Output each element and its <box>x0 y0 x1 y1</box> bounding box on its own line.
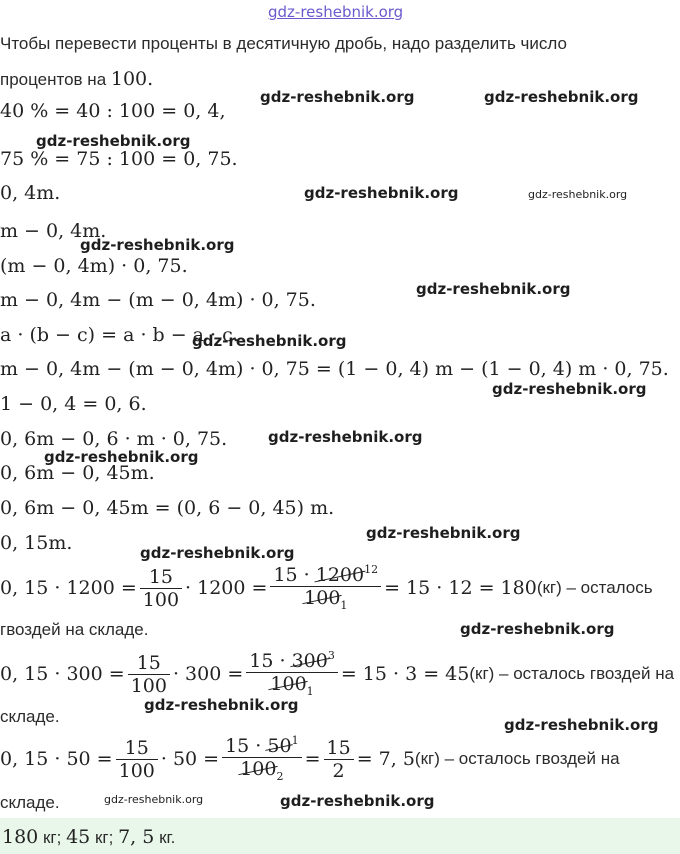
math-line-5: (m − 0, 4m) · 0, 75. <box>0 255 188 277</box>
watermark: gdz-reshebnik.org <box>260 88 415 106</box>
math-line-4: m − 0, 4m. <box>0 220 107 242</box>
math-line-3: 0, 4m. <box>0 182 61 204</box>
calc-1-num-factor: 15 · <box>273 564 316 586</box>
calc-3-row <box>0 734 620 784</box>
calc-2-reduced-numerator <box>246 645 338 673</box>
math-line-6: m − 0, 4m − (m − 0, 4m) · 0, 75. <box>0 289 316 311</box>
intro-line-1: Чтобы перевести проценты в десятичную дробь, надо разделить число <box>0 34 567 53</box>
calc-1-struck-den: 100 <box>304 587 341 609</box>
calc-3-simple-numerator: 15 <box>324 737 354 760</box>
intro-line-2 <box>0 68 153 90</box>
watermark: gdz-reshebnik.org <box>268 428 423 446</box>
watermark: gdz-reshebnik.org <box>460 620 615 638</box>
calc-2-den-sub: 1 <box>306 685 314 698</box>
watermark: gdz-reshebnik.org <box>144 696 299 714</box>
calc-1-numerator: 15 <box>140 566 182 589</box>
watermark: gdz-reshebnik.org <box>416 280 571 298</box>
watermark: gdz-reshebnik.org <box>192 332 347 350</box>
math-line-10: 0, 6m − 0, 6 · m · 0, 75. <box>0 428 228 450</box>
watermark-small: gdz-reshebnik.org <box>528 188 628 201</box>
watermark: gdz-reshebnik.org <box>80 236 235 254</box>
answer-value-3: 7, 5 <box>118 826 155 848</box>
math-line-12: 0, 6m − 0, 45m = (0, 6 − 0, 45) m. <box>0 497 335 519</box>
watermark: gdz-reshebnik.org <box>492 380 647 398</box>
calc-1-fraction <box>140 566 182 611</box>
answer-unit-2: кг; <box>90 828 119 847</box>
calc-2-struck-den: 100 <box>270 673 307 695</box>
intro-line-2-text: процентов на <box>0 70 111 89</box>
calc-3-reduced-numerator <box>222 730 301 758</box>
calc-3-fraction <box>116 737 158 782</box>
calc-3-simple-denominator: 2 <box>332 759 345 782</box>
answer-line <box>2 826 175 848</box>
calc-3-eq: = <box>304 748 321 770</box>
calc-3-rhs: = 7, 5 <box>356 748 415 770</box>
calc-1-mid: · 1200 = <box>185 577 268 599</box>
calc-1-lhs: 0, 15 · 1200 = <box>0 577 137 599</box>
math-line-8: m − 0, 4m − (m − 0, 4m) · 0, 75 = (1 − 0, 4) m − (1 − 0, 4) m · 0, 75. <box>0 358 669 380</box>
watermark: gdz-reshebnik.org <box>36 132 191 150</box>
watermark: gdz-reshebnik.org <box>304 184 459 202</box>
calc-1-reduced-numerator <box>270 559 381 587</box>
calc-1-reduced-denominator <box>270 587 381 617</box>
calc-3-denominator: 100 <box>118 759 155 782</box>
answer-value-1: 180 <box>2 826 39 848</box>
calc-3-simple-fraction <box>324 737 354 782</box>
calc-1-row <box>0 563 653 613</box>
math-line-11: 0, 6m − 0, 45m. <box>0 462 155 484</box>
calc-2-num-factor: 15 · <box>249 650 292 672</box>
calc-2-lhs: 0, 15 · 300 = <box>0 663 125 685</box>
math-line-2: 75 % = 75 : 100 = 0, 75. <box>0 148 238 170</box>
site-header-link[interactable]: gdz-reshebnik.org <box>268 3 404 21</box>
calc-3-struck-number: 50 <box>267 735 292 757</box>
intro-line-2-number: 100. <box>110 68 154 90</box>
calc-3-num-factor: 15 · <box>225 735 268 757</box>
calc-2-numerator: 15 <box>128 652 170 675</box>
calc-1-rhs: = 15 · 12 = 180 <box>384 577 537 599</box>
watermark: gdz-reshebnik.org <box>44 448 199 466</box>
calc-2-continuation: складе. <box>0 707 60 726</box>
calc-1-reduced-fraction <box>270 559 381 617</box>
math-line-9: 1 − 0, 4 = 0, 6. <box>0 393 147 415</box>
calc-3-den-sub: 2 <box>276 770 284 783</box>
calc-1-den-sub: 1 <box>340 599 348 612</box>
answer-value-2: 45 <box>66 826 91 848</box>
math-line-7: a · (b − c) = a · b − a · c. <box>0 324 239 346</box>
calc-2-row <box>0 649 674 699</box>
watermark: gdz-reshebnik.org <box>504 716 659 734</box>
calc-3-num-sup: 1 <box>291 734 299 747</box>
calc-3-continuation: складе. <box>0 793 60 812</box>
calc-1-unit: (кг) – осталось <box>536 578 653 597</box>
watermark-small: gdz-reshebnik.org <box>104 793 204 806</box>
calc-1-num-sup: 12 <box>364 563 379 576</box>
answer-box <box>0 818 680 854</box>
watermark: gdz-reshebnik.org <box>366 524 521 542</box>
calc-3-unit: (кг) – осталось гвоздей на <box>414 749 620 768</box>
calc-2-struck-number: 300 <box>291 650 328 672</box>
math-line-13: 0, 15m. <box>0 532 73 554</box>
calc-2-fraction <box>128 652 170 697</box>
calc-3-reduced-denominator <box>222 758 301 788</box>
watermark: gdz-reshebnik.org <box>140 544 295 562</box>
answer-unit-3: кг. <box>154 828 176 847</box>
calc-2-rhs: = 15 · 3 = 45 <box>340 663 470 685</box>
calc-1-continuation: гвоздей на складе. <box>0 620 149 639</box>
answer-unit-1: кг; <box>38 828 67 847</box>
watermark: gdz-reshebnik.org <box>484 88 639 106</box>
calc-1-denominator: 100 <box>142 588 180 611</box>
calc-3-struck-den: 100 <box>240 758 277 780</box>
calc-3-lhs: 0, 15 · 50 = <box>0 748 113 770</box>
calc-2-mid: · 300 = <box>172 663 244 685</box>
calc-3-reduced-fraction <box>222 730 301 788</box>
calc-2-num-sup: 3 <box>327 649 335 662</box>
calc-3-numerator: 15 <box>116 737 158 760</box>
math-line-1: 40 % = 40 : 100 = 0, 4, <box>0 100 226 122</box>
calc-2-denominator: 100 <box>130 674 167 697</box>
calc-1-struck-number: 1200 <box>315 564 365 586</box>
calc-3-mid: · 50 = <box>160 748 220 770</box>
calc-2-reduced-fraction <box>246 645 338 703</box>
watermark: gdz-reshebnik.org <box>280 792 435 810</box>
calc-2-unit: (кг) – осталось гвоздей на <box>469 664 675 683</box>
